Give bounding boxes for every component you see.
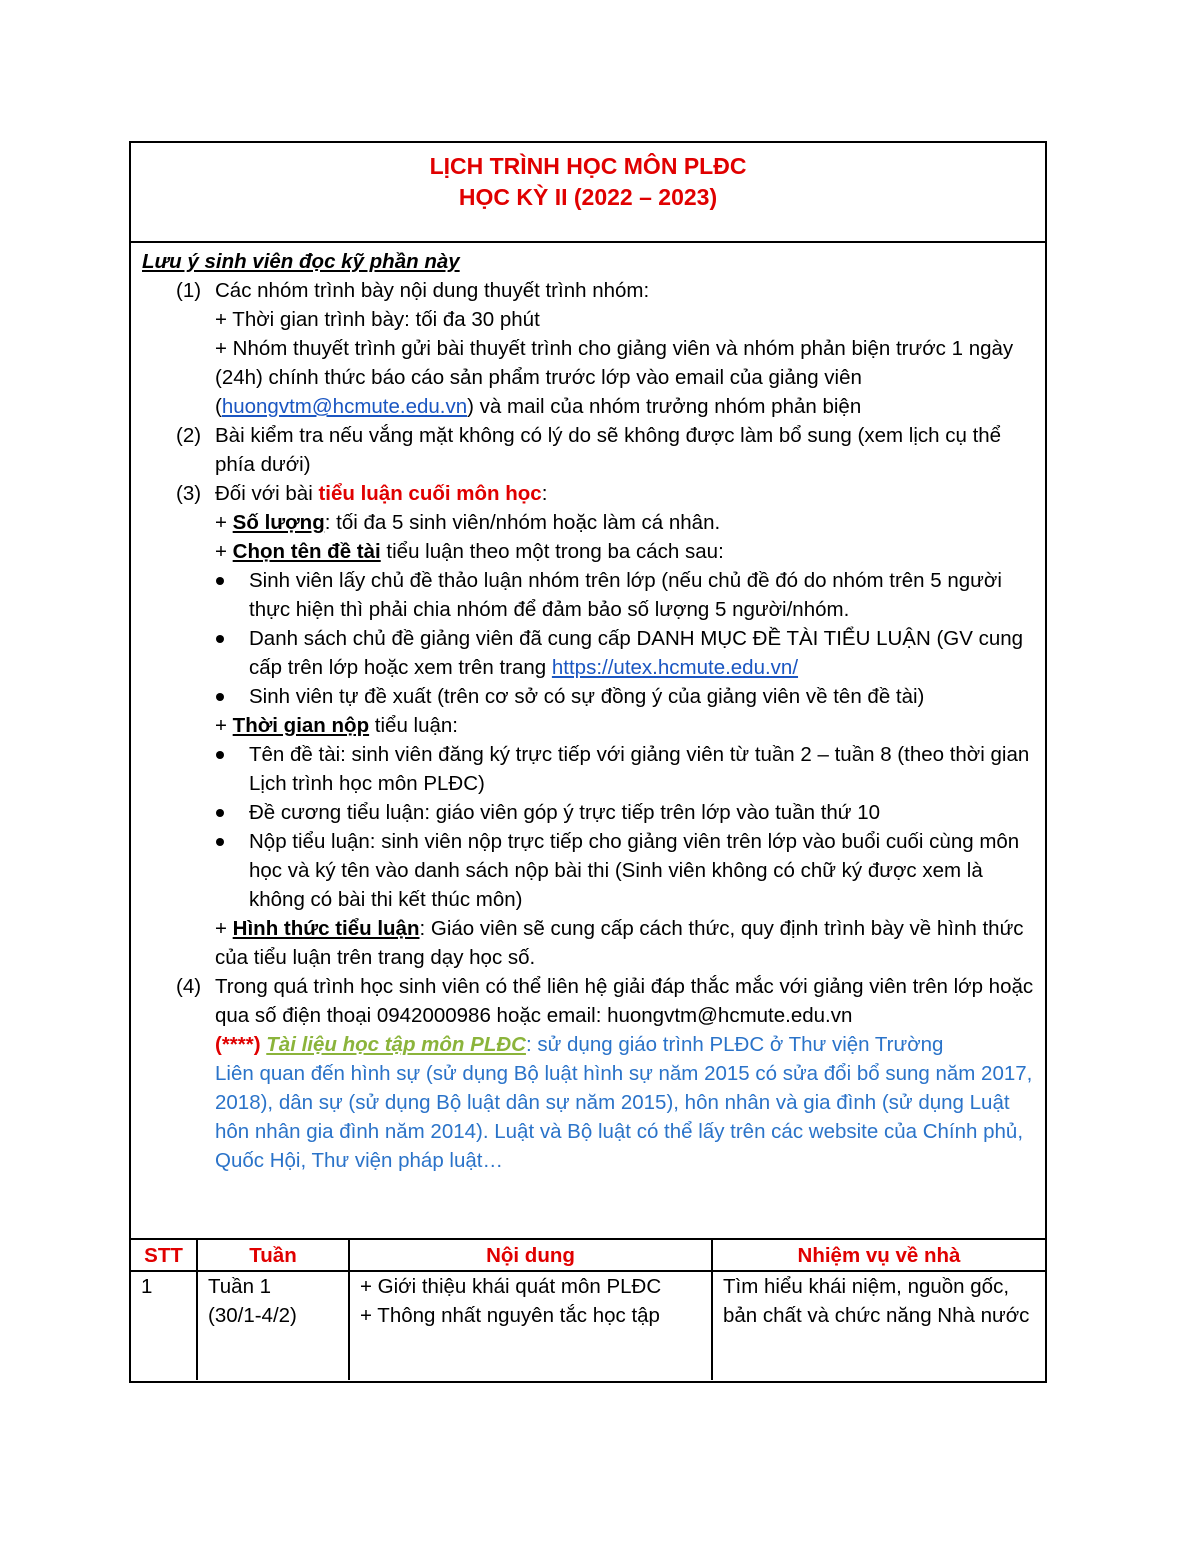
notes-heading: Lưu ý sinh viên đọc kỹ phần này: [142, 250, 460, 273]
bullet-text: Sinh viên tự đề xuất (trên cơ sở có sự đồng ý của giảng viên về tên đề tài): [249, 685, 925, 708]
quantity-line: [142, 508, 1042, 537]
bullet-item: [142, 566, 1042, 624]
materials-line: [142, 1030, 1042, 1059]
plus-sign: +: [215, 714, 233, 737]
bullet-item: [142, 740, 1042, 798]
format-line: [142, 914, 1042, 972]
note-number: (1): [176, 279, 202, 302]
topic-line: [142, 537, 1042, 566]
notes-section: [142, 247, 1042, 1175]
utex-link[interactable]: https://utex.hcmute.edu.vn/: [551, 656, 799, 679]
week-label: Tuần 1: [208, 1275, 272, 1298]
title-box: [131, 143, 1045, 243]
cell-week: [197, 1271, 349, 1380]
schedule-frame: [129, 141, 1047, 1383]
table-row: [131, 1271, 1045, 1380]
deadline-line: [142, 711, 1042, 740]
stars-marker: (****): [215, 1033, 267, 1056]
note-number: (3): [176, 482, 202, 505]
header-homework: Nhiệm vụ về nhà: [712, 1239, 1045, 1271]
cell-homework: Tìm hiểu khái niệm, nguồn gốc, bản chất và chức năng Nhà nước: [712, 1271, 1045, 1380]
document-subtitle: HỌC KỲ II (2022 – 2023): [458, 184, 718, 210]
bullet-text: Tên đề tài: sinh viên đăng ký trực tiếp với giảng viên từ tuần 2 – tuần 8 (theo thời gian Lịch trình học môn PLĐC): [249, 743, 1030, 795]
email-link[interactable]: huongvtm@hcmute.edu.vn: [221, 395, 468, 418]
plus-sign: +: [215, 511, 233, 534]
plus-sign: +: [215, 540, 233, 563]
cell-stt: 1: [131, 1271, 197, 1380]
materials-text: : sử dụng giáo trình PLĐC ở Thư viện Trường: [525, 1033, 944, 1056]
note-text: Các nhóm trình bày nội dung thuyết trình nhóm:: [215, 279, 650, 302]
bullet-icon: [216, 838, 224, 846]
schedule-table: [131, 1238, 1045, 1380]
cell-content: [349, 1271, 712, 1380]
note-number: (2): [176, 424, 202, 447]
note-sub-submission: [142, 334, 1042, 421]
law-note: Liên quan đến hình sự (sử dụng Bộ luật hình sự năm 2015 có sửa đổi bổ sung năm 2017, 2018), dân sự (sử dụng Bộ luật dân sự năm 2015), hôn nhân và gia đình (sử dụng Luật hôn nhân gia đình năm 2014). Luật và Bộ luật có thể lấy trên các website của Chính phủ, Quốc Hội, Thư viện pháp luật…: [215, 1062, 1033, 1172]
bullet-icon: [216, 809, 224, 817]
note-number: (4): [176, 975, 202, 998]
deadline-label: Thời gian nộp: [232, 714, 370, 737]
header-week: Tuần: [197, 1239, 349, 1271]
bullet-icon: [216, 635, 224, 643]
document-title: LỊCH TRÌNH HỌC MÔN PLĐC: [429, 153, 747, 179]
format-text: : Giáo viên sẽ cung cấp cách thức, quy định trình bày về hình thức của tiểu luận trên trang dạy học số.: [215, 917, 1024, 969]
quantity-label: Số lượng: [232, 511, 325, 534]
bullet-item: [142, 682, 1042, 711]
week-dates: (30/1-4/2): [208, 1304, 297, 1327]
bullet-item: [142, 798, 1042, 827]
topic-label: Chọn tên đề tài: [232, 540, 381, 563]
topic-text: tiểu luận theo một trong ba cách sau:: [380, 540, 724, 563]
bullet-text: Danh sách chủ đề giảng viên đã cung cấp DANH MỤC ĐỀ TÀI TIỂU LUẬN (GV cung cấp trên lớp hoặc xem trên trang: [249, 627, 1024, 679]
header-stt: STT: [131, 1239, 197, 1271]
format-label: Hình thức tiểu luận: [232, 917, 420, 940]
note-text: Đối với bài: [215, 482, 319, 505]
table-header-row: [131, 1239, 1045, 1271]
note-text: Trong quá trình học sinh viên có thể liên hệ giải đáp thắc mắc với giảng viên trên lớp hoặc qua số điện thoại 0942000986 hoặc email: huongvtm@hcmute.edu.vn: [215, 975, 1034, 1027]
bullet-item: [142, 827, 1042, 914]
content-line: + Giới thiệu khái quát môn PLĐC: [360, 1275, 662, 1298]
note-text: :: [541, 482, 548, 505]
bullet-text: Sinh viên lấy chủ đề thảo luận nhóm trên lớp (nếu chủ đề đó do nhóm trên 5 người thực hiện thì phải chia nhóm để đảm bảo số lượng 5 người/nhóm.: [249, 569, 1002, 621]
note-item-2: [142, 421, 1042, 479]
materials-label: Tài liệu học tập môn PLĐC: [266, 1033, 526, 1056]
note-text: Bài kiểm tra nếu vắng mặt không có lý do sẽ không được làm bổ sung (xem lịch cụ thể phía dưới): [215, 424, 1002, 476]
bullet-text: Nộp tiểu luận: sinh viên nộp trực tiếp cho giảng viên trên lớp vào buổi cuối cùng môn học và ký tên vào danh sách nộp bài thi (Sinh viên không có chữ ký được xem là không có bài thi kết thúc môn): [249, 830, 1020, 911]
note-item-3: [142, 479, 1042, 508]
note-sub-text: + Nhóm thuyết trình gửi bài thuyết trình cho giảng viên và nhóm phản biện trước 1 ngày (24h) chính thức báo cáo sản phẩm trước lớp vào email của giảng viên (: [215, 337, 1014, 418]
content-line: + Thông nhất nguyên tắc học tập: [360, 1304, 660, 1327]
header-content: Nội dung: [349, 1239, 712, 1271]
note-item-1: [142, 276, 1042, 305]
bullet-icon: [216, 577, 224, 585]
note-sub-text: ) và mail của nhóm trưởng nhóm phản biện: [467, 395, 862, 418]
essay-highlight: tiểu luận cuối môn học: [318, 482, 542, 505]
deadline-text: tiểu luận:: [369, 714, 458, 737]
bullet-icon: [216, 693, 224, 701]
note-item-4: [142, 972, 1042, 1030]
plus-sign: +: [215, 917, 233, 940]
bullet-item: [142, 624, 1042, 682]
quantity-text: : tối đa 5 sinh viên/nhóm hoặc làm cá nhân.: [324, 511, 721, 534]
note-sub-time: + Thời gian trình bày: tối đa 30 phút: [215, 308, 540, 331]
bullet-text: Đề cương tiểu luận: giáo viên góp ý trực tiếp trên lớp vào tuần thứ 10: [249, 801, 881, 824]
bullet-icon: [216, 751, 224, 759]
